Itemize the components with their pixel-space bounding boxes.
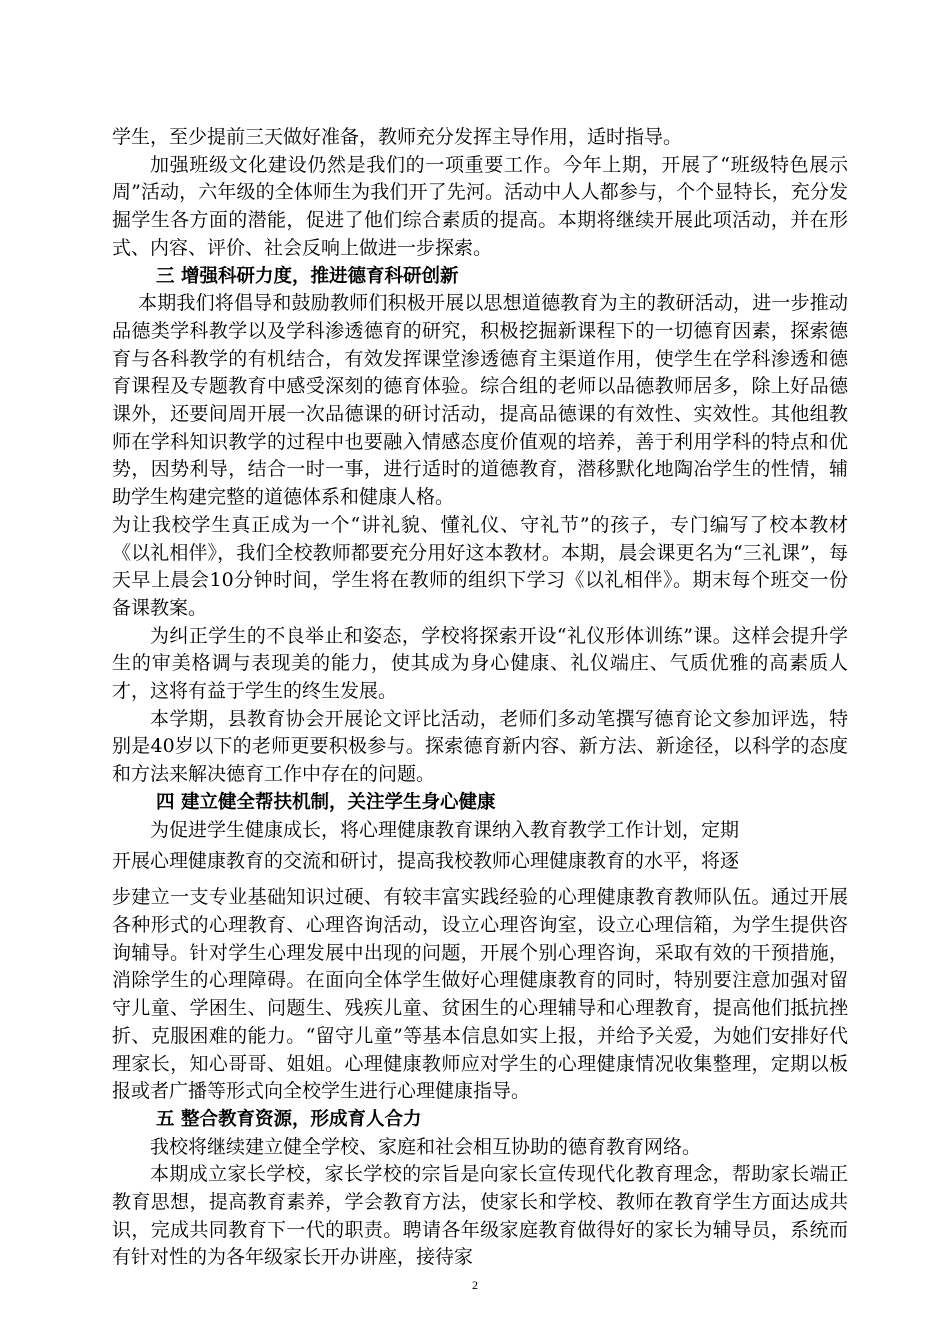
paragraph-research: 本期我们将倡导和鼓励教师们积极开展以思想道德教育为主的教研活动，进一步推动品德类学科教学以及学科渗透德育的研究，积极挖掘新课程下的一切德育因素，探索德育与各科教学的有机结合，有效发挥课堂渗透德育主渠道作用，使学生在学科渗透和德育课程及专题教育中感受深刻的德育体验。综合组的老师以品德教师居多，除上好品德课外，还要间周开展一次品德课的研讨活动，提高品德课的有效性、实效性。其他组教师在学科知识教学的过程中也要融入情感态度价值观的培养，善于利用学科的特点和优势，因势利导，结合一时一事，进行适时的道德教育，潜移默化地陶冶学生的性情，辅助学生构建完整的道德体系和健康人格。 bbox=[112, 292, 848, 509]
section-heading-4: 四 建立健全帮扶机制，关注学生身心健康 bbox=[156, 791, 496, 813]
paragraph-mental-health-line-2: 开展心理健康教育的交流和研讨，提高我校教师心理健康教育的水平，将逐 bbox=[112, 850, 740, 873]
paragraph-parent-school: 本期成立家长学校，家长学校的宗旨是向家长宣传现代化教育理念，帮助家长端正教育思想，提高教育素养，学会教育方法，使家长和学校、教师在教育学生方面达成共识，完成共同教育下一代的职责。聘请各年级家庭教育做得好的家长为辅导员，系统而有针对性的为各年级家长开办讲座，接待家 bbox=[112, 1163, 848, 1269]
paragraph-class-culture: 加强班级文化建设仍然是我们的一项重要工作。今年上期，开展了“班级特色展示周”活动，六年级的全体师生为我们开了先河。活动中人人都参与，个个显特长，充分发掘学生各方面的潜能，促进了他们综合素质的提高。本期将继续开展此项活动，并在形式、内容、评价、社会反响上做进一步探索。 bbox=[112, 153, 848, 259]
paragraph-etiquette-training: 为纠正学生的不良举止和姿态，学校将探索开设“礼仪形体训练”课。这样会提升学生的审美格调与表现美的能力，使其成为身心健康、礼仪端庄、气质优雅的高素质人才，这将有益于学生的终生发展。 bbox=[112, 624, 848, 703]
paragraph-education-network: 我校将继续建立健全学校、家庭和社会相互协助的德育教育网络。 bbox=[150, 1135, 702, 1158]
section-heading-3: 三 增强科研力度，推进德育科研创新 bbox=[156, 265, 459, 287]
section-heading-5: 五 整合教育资源，形成育人合力 bbox=[156, 1108, 422, 1130]
document-body bbox=[112, 124, 848, 1272]
paragraph-continuation: 学生，至少提前三天做好准备，教师充分发挥主导作用，适时指导。 bbox=[112, 126, 683, 148]
page-number: 2 bbox=[472, 1278, 478, 1292]
paragraph-etiquette-textbook: 为让我校学生真正成为一个“讲礼貌、懂礼仪、守礼节”的孩子，专门编写了校本教材《以礼相伴》，我们全校教师都要充分用好这本教材。本期，晨会课更名为“三礼课”，每天早上晨会10分钟时间，学生将在教师的组织下学习《以礼相伴》。期末每个班交一份备课教案。 bbox=[112, 513, 848, 619]
paragraph-mental-health-line-1: 为促进学生健康成长，将心理健康教育课纳入教育教学工作计划，定期 bbox=[150, 818, 740, 841]
paragraph-essay-contest: 本学期，县教育协会开展论文评比活动，老师们多动笔撰写德育论文参加评选，特别是40岁以下的老师更要积极参与。探索德育新内容、新方法、新途径，以科学的态度和方法来解决德育工作中存在的问题。 bbox=[112, 707, 848, 786]
paragraph-mental-health-rest: 步建立一支专业基础知识过硬、有较丰富实践经验的心理健康教育教师队伍。通过开展各种形式的心理教育、心理咨询活动，设立心理咨询室，设立心理信箱，为学生提供咨询辅导。针对学生心理发展中出现的问题，开展个别心理咨询，采取有效的干预措施，消除学生的心理障碍。在面向全体学生做好心理健康教育的同时，特别要注意加强对留守儿童、学困生、问题生、残疾儿童、贫困生的心理辅导和心理教育，提高他们抵抗挫折、克服困难的能力。“留守儿童”等基本信息如实上报，并给予关爱，为她们安排好代理家长，知心哥哥、姐姐。心理健康教师应对学生的心理健康情况收集整理，定期以板报或者广播等形式向全校学生进行心理健康指导。 bbox=[112, 886, 848, 1103]
